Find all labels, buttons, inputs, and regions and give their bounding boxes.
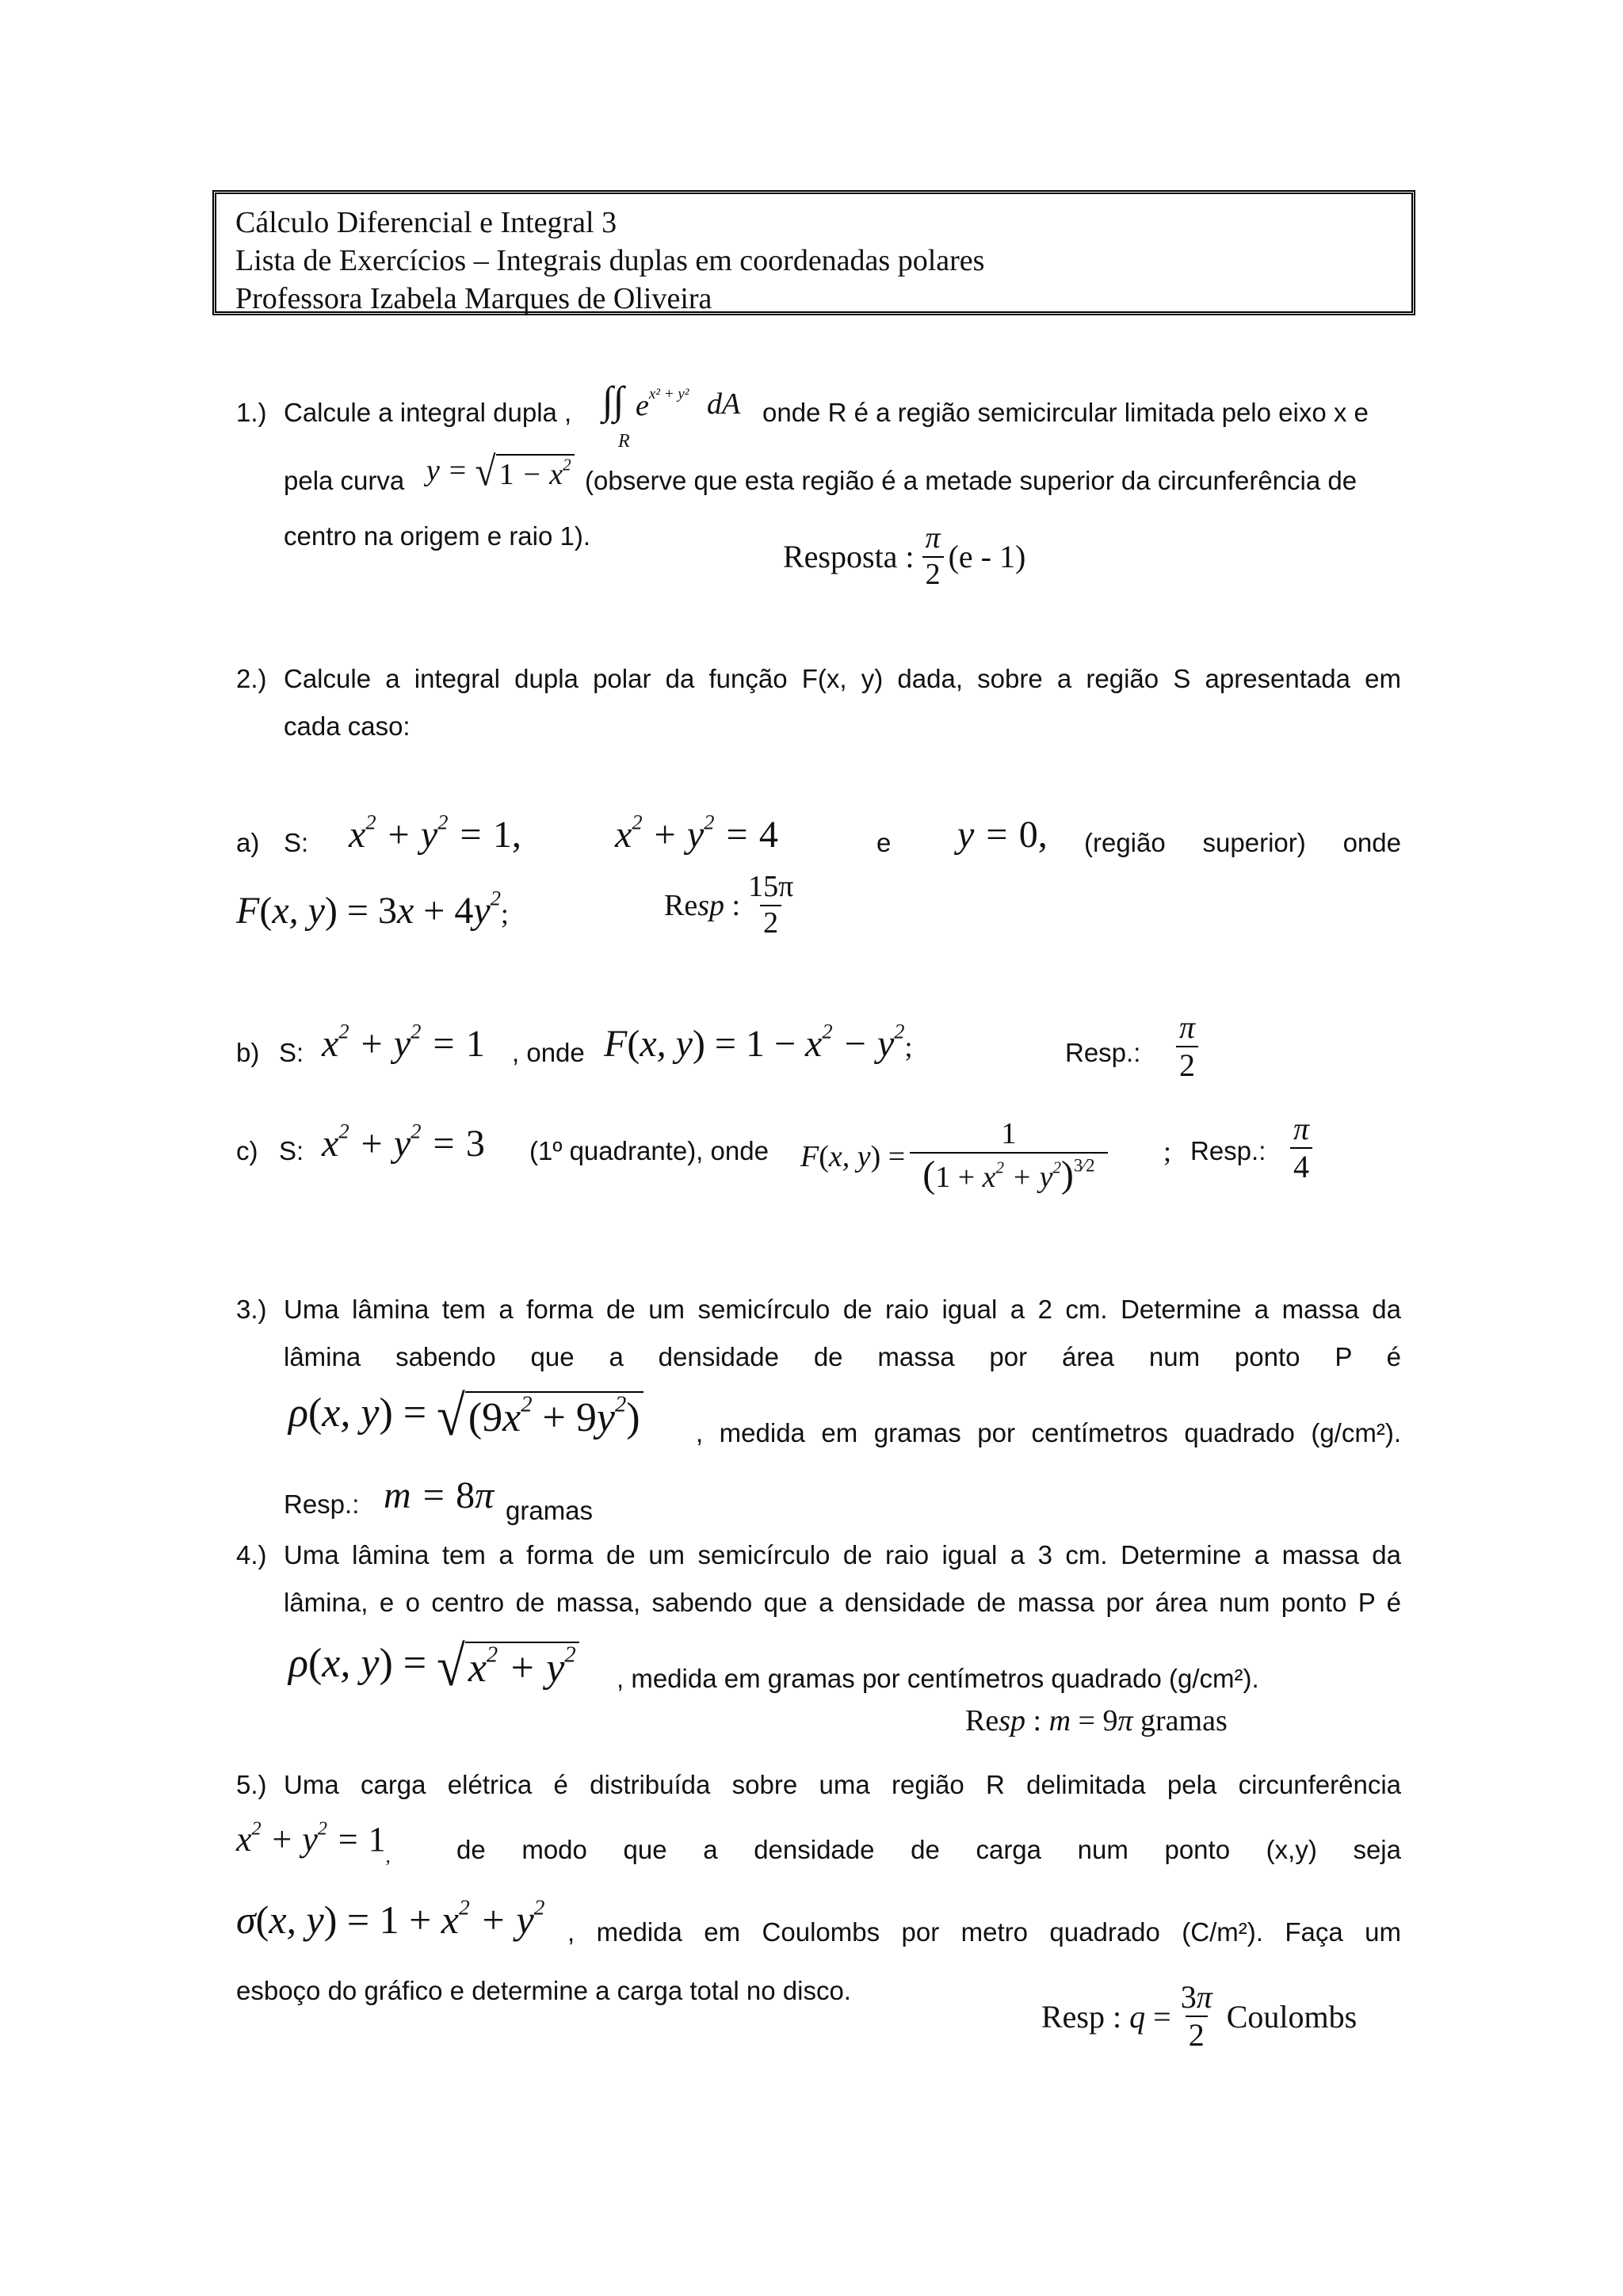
- ex1-line2-end: (observe que esta região é a metade superior da circunferência de: [585, 466, 1358, 495]
- ex4-line2: lâmina, e o centro de massa, sabendo que a densidade de massa por área num ponto P é: [284, 1588, 1401, 1617]
- ex4-line1: Uma lâmina tem a forma de um semicírculo de raio igual a 3 cm. Determine a massa da: [284, 1540, 1401, 1569]
- ex2b-label: b): [236, 1038, 260, 1067]
- ex2c-resp-label: Resp.:: [1190, 1136, 1266, 1165]
- ex2b-s: S:: [279, 1038, 304, 1067]
- ex2a-e: e: [876, 828, 892, 857]
- ex5-line2-tail: de modo que a densidade de carga num ponto (x,y) seja: [456, 1835, 1401, 1864]
- region-r: R: [618, 431, 630, 452]
- ex5-resp: [1041, 1981, 1357, 2052]
- ex2b-resp-fraction: [1176, 1011, 1198, 1082]
- ex5-density: σ(x, $y) = 1 + x^2 + y^2$: [236, 1894, 545, 1942]
- professor-name: Professora Izabela Marques de Oliveira: [235, 282, 712, 315]
- ex4-label: 4.): [236, 1540, 267, 1569]
- ex2a-label: a): [236, 828, 260, 857]
- ex2a-function: F(x, $y) = 3x + 4y^2$;: [236, 886, 509, 932]
- ex2c-tail: (1º quadrante), onde: [529, 1136, 769, 1165]
- ex3-resp-value: m = 8π: [384, 1474, 495, 1516]
- ex2a-circle2: $x^2 + y^2 = 4$: [615, 810, 778, 856]
- ex5-label: 5.): [236, 1770, 267, 1799]
- ex2b-onde: , onde: [512, 1038, 585, 1067]
- ex5-line1: Uma carga elétrica é distribuída sobre uma região R delimitada pela circunferência: [284, 1770, 1401, 1799]
- ex5-circle: $x^2 + y^2 = 1_,$: [236, 1817, 391, 1867]
- ex2c-function: F(x, y) = $\frac{1}{(1 + x^2 + y^2)^{3⁄2}}$: [800, 1119, 1108, 1195]
- integrand-exp: $e^{x^2 + y^2}$: [636, 386, 689, 422]
- ex2a-circle1: $x^2 + y^2 = 1$,: [349, 810, 521, 856]
- ex1-line2-start: pela curva: [284, 466, 405, 495]
- ex2b-resp-den: 2: [1176, 1046, 1198, 1082]
- ex3-line1: Uma lâmina tem a forma de um semicírculo de raio igual a 2 cm. Determine a massa da: [284, 1295, 1401, 1324]
- ex1-answer-num: π: [925, 521, 941, 555]
- ex2a-s: S:: [284, 828, 309, 857]
- ex3-density: ρ(x, y) = √ $(9x^2 + 9y^2)$: [288, 1390, 643, 1443]
- ex2-line2: cada caso:: [284, 711, 411, 741]
- ex5-resp-fraction: [1178, 1981, 1216, 2052]
- ex1-answer-den: 2: [922, 556, 944, 591]
- ex5-resp-num: 3π: [1180, 1979, 1212, 2015]
- ex4-line3-tail: , medida em gramas por centímetros quadrado (g/cm²).: [617, 1664, 1259, 1693]
- ex3-line3-tail: , medida em gramas por centímetros quadrado (g/cm²).: [696, 1418, 1401, 1447]
- ex2c-resp-den: 4: [1290, 1147, 1312, 1184]
- ex2c-semicolon: ;: [1163, 1135, 1172, 1167]
- ex5-line4: esboço do gráfico e determine a carga total no disco.: [236, 1976, 851, 2005]
- integral-sign: ∫∫: [602, 378, 624, 422]
- ex1-answer: [783, 523, 1025, 591]
- ex2a-tail: (região superior) onde: [1084, 828, 1401, 857]
- ex2-label: 2.): [236, 664, 267, 693]
- ex1-label: 1.): [236, 398, 267, 427]
- ex2a-resp-label: Resp :: [664, 888, 741, 922]
- ex2b-resp-num: π: [1179, 1009, 1196, 1045]
- ex5-resp-label: Resp : q =: [1041, 1998, 1171, 2035]
- ex2c-resp-num: π: [1293, 1111, 1310, 1146]
- ex2a-resp-den: 2: [760, 905, 781, 940]
- ex1-region-text: onde R é a região semicircular limitada pelo eixo x e: [762, 398, 1369, 427]
- ex2c-label: c): [236, 1136, 258, 1165]
- ex2b-resp-label: Resp.:: [1065, 1038, 1141, 1067]
- ex1-intro: Calcule a integral dupla ,: [284, 398, 572, 427]
- list-title: Lista de Exercícios – Integrais duplas em coordenadas polares: [235, 244, 985, 277]
- ex1-answer-tail: (e - 1): [948, 539, 1026, 575]
- ex2b-function: F(x, $y) = 1 - x^2 - y^2$;: [604, 1019, 913, 1065]
- ex3-resp-label: Resp.:: [284, 1489, 360, 1519]
- ex4-density: ρ(x, y) = √ $x^2 + y^2$: [288, 1640, 579, 1693]
- curve-equation: y = √ $1 - x^2$: [426, 453, 575, 492]
- ex2b-circle: $x^2 + y^2 = 1$: [322, 1019, 485, 1065]
- ex2a-resp: [664, 871, 796, 940]
- ex5-resp-unit: Coulombs: [1226, 1998, 1358, 2035]
- course-title: Cálculo Diferencial e Integral 3: [235, 206, 617, 239]
- ex2a-resp-fraction: [745, 871, 796, 940]
- ex1-answer-label: Resposta :: [783, 539, 915, 575]
- ex3-label: 3.): [236, 1295, 267, 1324]
- ex2c-resp-fraction: [1290, 1112, 1312, 1184]
- ex2a-line: y = 0,: [957, 814, 1048, 856]
- ex2-line1: Calcule a integral dupla polar da função F(x, y) dada, sobre a região S apresentada em: [284, 664, 1401, 693]
- ex1-line3: centro na origem e raio 1).: [284, 521, 591, 551]
- header-box: [212, 190, 1415, 315]
- ex5-line3-tail: , medida em Coulombs por metro quadrado (C/m²). Faça um: [567, 1917, 1401, 1947]
- ex3-resp-unit: gramas: [506, 1496, 594, 1525]
- ex2c-s: S:: [279, 1136, 304, 1165]
- ex5-resp-den: 2: [1186, 2016, 1208, 2052]
- ex1-answer-fraction: [922, 523, 944, 591]
- integrand-da: dA: [707, 387, 741, 421]
- ex2a-resp-num: 15π: [748, 870, 794, 903]
- ex2c-circle: $x^2 + y^2 = 3$: [322, 1119, 485, 1165]
- ex4-resp: Resp : m = 9π gramas: [965, 1704, 1228, 1737]
- ex3-line2: lâmina sabendo que a densidade de massa por área num ponto P é: [284, 1342, 1401, 1371]
